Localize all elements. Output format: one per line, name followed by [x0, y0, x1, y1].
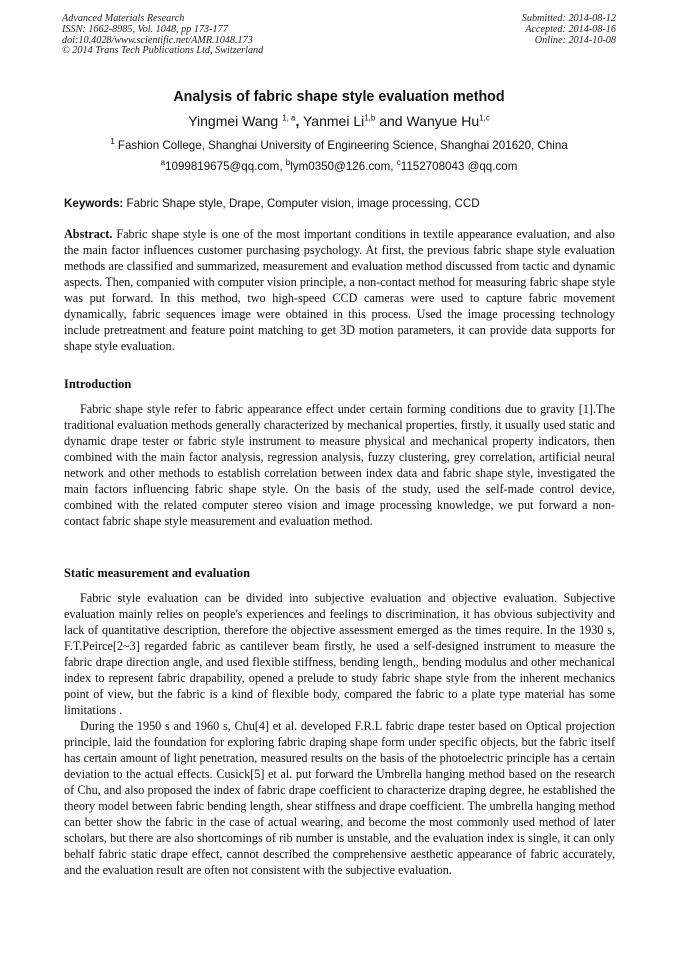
author-3: Wanyue Hu — [406, 113, 480, 129]
email-a: 1099819675@qq.com, — [165, 160, 283, 173]
paper-title: Analysis of fabric shape style evaluation method — [173, 89, 505, 105]
publication-dates — [522, 14, 616, 46]
keywords-label: Keywords: — [64, 197, 124, 210]
introduction-paragraph: Fabric shape style refer to fabric appearance effect under certain forming conditions due to gravity [1].The traditional evaluation methods generally characterized by mechanical properties, firstly, it usually used static and dynamic drape tester or fabric style instrument to measure physical and mechanical property indicators, then combined with the main factor analysis, regression analysis, fuzzy clustering, grey correlation, artificial neural network and other methods to establish correlation between index data and fabric shape style, investigated the main factors influencing fabric shape style. On the basis of the study, used the self-made control device, combined with the related computer stereo vision and image processing knowledge, we put forward a non-contact fabric shape style measurement and evaluation method. — [64, 402, 615, 529]
static-paragraph-2: During the 1950 s and 1960 s, Chu[4] et al. developed F.R.L fabric drape tester based on Optical projection principle, laid the foundation for exploring fabric draping shape form under specific objects, but the fabric itself has certain amount of light penetration, measured results on the basis of the photoelectric principle has a certain deviation to the actual effects. Cusick[5] et al. put forward the Umbrella hanging method based on the research of Chu, and also proposed the index of fabric drape coefficient to characterize draping degree, he established the theory model between fabric bending length, shear stiffness and drape coefficient. The umbrella hanging method can better show the fabric in the case of actual wearing, and become the most commonly used method of later scholars, but there are also shortcomings of rib number is unstable, and the evaluation index is single, it can only behalf fabric static drape effect, cannot described the comprehensive aesthetic appearance of fabric accurately, and the evaluation result are often not consistent with the subjective evaluation. — [64, 719, 615, 878]
affiliation-text: Fashion College, Shanghai University of Engineering Science, Shanghai 201620, China — [117, 139, 568, 152]
email-b: lym0350@126.com, — [290, 160, 394, 173]
journal-copyright: © 2014 Trans Tech Publications Ltd, Switzerland — [62, 45, 264, 57]
accepted-date: Accepted: 2014-08-16 — [525, 23, 616, 35]
journal-doi: doi:10.4028/www.scientific.net/AMR.1048.173 — [62, 34, 253, 46]
affiliation — [0, 139, 678, 152]
journal-name: Advanced Materials Research — [62, 13, 185, 24]
static-section-heading: Static measurement and evaluation — [64, 566, 250, 580]
introduction-heading: Introduction — [64, 377, 132, 391]
affiliation-marker: 1 — [110, 137, 115, 147]
journal-header — [62, 14, 263, 57]
journal-issn: ISSN: 1662-8985, Vol. 1048, pp 173-177 — [62, 23, 228, 35]
author-2-affil: 1,b — [364, 113, 376, 123]
author-conjunction: and — [379, 113, 403, 129]
abstract-label: Abstract. — [64, 227, 113, 241]
email-c-marker: c — [396, 158, 401, 168]
author-emails — [0, 160, 678, 173]
email-a-marker: a — [160, 158, 166, 168]
online-date: Online: 2014-10-08 — [534, 34, 616, 46]
static-paragraph-1: Fabric style evaluation can be divided into subjective evaluation and objective evaluation. Subjective evaluation mainly relies on people's experiences and feelings to discrimination, it has obvious subjectivity and lack of quantitative description, therefore the objective assessment emerged as the times require. In the 1930 s, F.T.Peirce[2~3] regarded fabric as cantilever beam firstly, he used a self-designed instrument to measure the fabric drape direction angle, and used flexible stiffness, bending length,, bending modulus and other mechanical index to represent fabric drapability, opened a prelude to study fabric shape style from the inherent mechanics point of view, but the fabric is a kind of flexible body, compared the fabric to a plate type material has some limitations . — [64, 591, 615, 718]
email-b-marker: b — [285, 158, 291, 168]
author-3-affil: 1,c — [479, 113, 490, 123]
submitted-date: Submitted: 2014-08-12 — [521, 13, 616, 24]
author-1: Yingmei Wang — [188, 113, 279, 129]
author-list: Yingmei Wang $^{1, a}$, Yanmei Li$^{1,b}$ and Wanyue Hu$^{1,c}$ — [188, 113, 490, 129]
keywords — [64, 197, 616, 210]
keywords-text: Fabric Shape style, Drape, Computer vision, image processing, CCD — [126, 197, 480, 210]
email-c: 1152708043 @qq.com — [400, 160, 518, 173]
abstract — [64, 226, 615, 354]
author-2: Yanmei Li — [303, 113, 365, 129]
abstract-text: Fabric shape style is one of the most important conditions in textile appearance evaluation, and also the main factor influences customer purchasing psychology. At first, the previous fabric shape style evaluation methods are classified and summarized, measurement and evaluation method discussed from tactic and dynamic aspects. Then, companied with computer vision principle, a non-contact method for measuring fabric shape style was put forward. In this method, two high-speed CCD cameras were used to capture fabric movement dynamically, fabric sequences image were obtained in this process. Used the image processing technology include pretreatment and feature point matching to get 3D motion parameters, it can provide data supports for shape style evaluation. — [64, 227, 616, 354]
author-1-affil: 1, a — [282, 113, 296, 123]
